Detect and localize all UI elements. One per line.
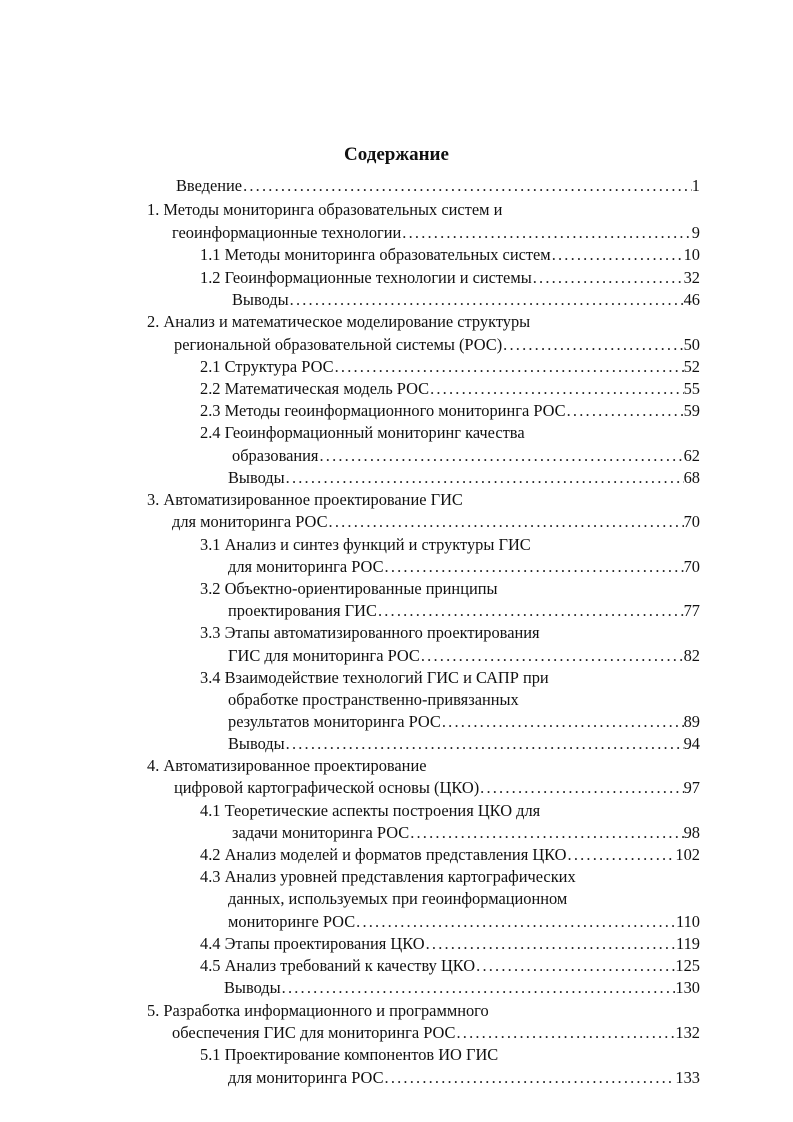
dot-leader [384,1067,676,1089]
toc-entry-title: 2.3 Методы геоинформационного мониторинга РОС [200,401,566,420]
toc-entry-page-number: 82 [683,646,700,665]
toc-entry-page-number: 46 [683,290,700,309]
toc-entry [228,711,700,733]
toc-entry-title: 2.4 Геоинформационный мониторинг качества [200,423,525,442]
toc-entry-title: 4.2 Анализ моделей и форматов представления ЦКО [200,845,567,864]
toc-entry-continued [147,199,720,221]
dot-leader [441,711,684,733]
toc-entry [174,334,700,356]
toc-entry [228,911,700,933]
toc-entry-title: ГИС для мониторинга РОС [228,646,420,665]
toc-entry [172,1022,700,1044]
toc-entry [200,955,700,977]
toc-entry-title: 4.4 Этапы проектирования ЦКО [200,934,425,953]
toc-entry-page-number: 70 [683,512,700,531]
toc-entry-title: геоинформационные технологии [172,223,402,242]
toc-entry-page-number: 10 [683,245,700,264]
toc-entry-continued [200,422,720,444]
toc-entry [232,822,700,844]
toc-entry-title: 3.1 Анализ и синтез функций и структуры ГИС [200,535,531,554]
toc-entry-title: Выводы [228,468,285,487]
toc-entry [228,1067,700,1089]
toc-entry-continued [147,755,720,777]
toc-entry-title: Выводы [228,734,285,753]
dot-leader [475,955,675,977]
toc-entry [172,222,700,244]
toc-entry-continued [200,866,720,888]
toc-entry [228,600,700,622]
toc-entry-title: 1. Методы мониторинга образовательных систем и [147,200,503,219]
toc-entry-page-number: 1 [691,176,700,195]
toc-entry-title: Выводы [232,290,289,309]
dot-leader [479,777,683,799]
toc-entry [224,977,700,999]
toc-entry [172,511,700,533]
toc-entry-title: 3.2 Объектно-ориентированные принципы [200,579,498,598]
toc-entry-page-number: 68 [683,468,700,487]
dot-leader [328,511,684,533]
dot-leader [401,222,692,244]
toc-entry [228,645,700,667]
toc-entry [174,777,700,799]
toc-entry-title: обеспечения ГИС для мониторинга РОС [172,1023,456,1042]
toc-entry-title: 3.3 Этапы автоматизированного проектирования [200,623,540,642]
toc-entry-continued [200,578,720,600]
toc-entry-page-number: 133 [675,1068,700,1087]
toc-entry-page-number: 110 [676,912,700,931]
dot-leader [409,822,683,844]
dot-leader [281,977,676,999]
toc-entry-page-number: 32 [683,268,700,287]
dot-leader [242,175,692,197]
toc-entry-page-number: 130 [675,978,700,997]
toc-entry-title: обработке пространственно-привязанных [228,690,519,709]
dot-leader [384,556,684,578]
toc-entry-title: 4. Автоматизированное проектирование [147,756,427,775]
toc-entry-page-number: 119 [676,934,700,953]
toc-entry [200,933,700,955]
toc-entry-page-number: 125 [675,956,700,975]
toc-entry-page-number: 97 [683,778,700,797]
toc-entry-title: 2.1 Структура РОС [200,357,334,376]
toc-entry-continued [228,888,720,910]
toc-entry-title: для мониторинга РОС [228,557,384,576]
toc-entry-continued [228,689,720,711]
dot-leader [429,378,684,400]
toc-entry-continued [200,667,720,689]
toc-entry-title: результатов мониторинга РОС [228,712,441,731]
toc-entry-title: 5.1 Проектирование компонентов ИО ГИС [200,1045,499,1064]
toc-entry [200,400,700,422]
dot-leader [567,844,676,866]
toc-entry-title: образования [232,446,319,465]
toc-entry-page-number: 89 [683,712,700,731]
toc-entry-title: 4.3 Анализ уровней представления картографических [200,867,576,886]
toc-entry-title: цифровой картографической основы (ЦКО) [174,778,480,797]
toc-entry-page-number: 77 [683,601,700,620]
toc-entry-title: проектирования ГИС [228,601,377,620]
toc-entry [200,356,700,378]
toc-entry-title: Выводы [224,978,281,997]
page-title: Содержание [344,144,449,165]
toc-entry [232,445,700,467]
toc-entry-title: 5. Разработка информационного и программного [147,1001,489,1020]
dot-leader [334,356,684,378]
toc-entry [200,267,700,289]
toc-entry-page-number: 70 [683,557,700,576]
toc-entry-page-number: 62 [683,446,700,465]
toc-entry-page-number: 94 [683,734,700,753]
toc-entry [232,289,700,311]
toc-entry-continued [147,311,720,333]
toc-entry-title: данных, используемых при геоинформационном [228,889,568,908]
toc-entry [176,175,700,197]
toc-entry-title: 4.5 Анализ требований к качеству ЦКО [200,956,476,975]
toc-entry-continued [200,1044,720,1066]
dot-leader [289,289,684,311]
dot-leader [377,600,684,622]
toc-entry-title: для мониторинга РОС [228,1068,384,1087]
toc-entry-title: региональной образовательной системы (РОС) [174,335,503,354]
dot-leader [318,445,683,467]
toc-entry-title: 3.4 Взаимодействие технологий ГИС и САПР при [200,668,549,687]
toc-entry-continued [147,1000,720,1022]
dot-leader [425,933,676,955]
toc-entry [228,733,700,755]
toc-entry [200,844,700,866]
toc-entry-title: 3. Автоматизированное проектирование ГИС [147,490,463,509]
toc-entry-title: задачи мониторинга РОС [232,823,410,842]
dot-leader [285,733,684,755]
toc-entry-page-number: 52 [683,357,700,376]
toc-entry-title: 1.1 Методы мониторинга образовательных систем [200,245,551,264]
toc-entry [228,556,700,578]
toc-entry-page-number: 59 [683,401,700,420]
dot-leader [532,267,684,289]
dot-leader [355,911,676,933]
toc-entry [200,244,700,266]
dot-leader [551,244,684,266]
toc-entry-page-number: 132 [675,1023,700,1042]
toc-entry-title: 2. Анализ и математическое моделирование структуры [147,312,531,331]
toc-entry-continued [147,489,720,511]
toc-entry [200,378,700,400]
dot-leader [455,1022,675,1044]
toc-entry-page-number: 55 [683,379,700,398]
toc-entry-page-number: 9 [691,223,700,242]
toc-entry [228,467,700,489]
toc-entry-page-number: 98 [683,823,700,842]
toc-entry-title: 4.1 Теоретические аспекты построения ЦКО для [200,801,541,820]
toc-entry-title: для мониторинга РОС [172,512,328,531]
toc-entry-continued [200,534,720,556]
toc-entry-title: Введение [176,176,243,195]
dot-leader [502,334,683,356]
dot-leader [420,645,684,667]
toc-entry-continued [200,622,720,644]
toc-entry-title: 1.2 Геоинформационные технологии и системы [200,268,532,287]
dot-leader [285,467,684,489]
toc-entry-title: мониторинге РОС [228,912,356,931]
toc-entry-page-number: 50 [683,335,700,354]
toc-entry-continued [200,800,720,822]
toc-entry-title: 2.2 Математическая модель РОС [200,379,430,398]
toc-entry-page-number: 102 [675,845,700,864]
dot-leader [566,400,684,422]
